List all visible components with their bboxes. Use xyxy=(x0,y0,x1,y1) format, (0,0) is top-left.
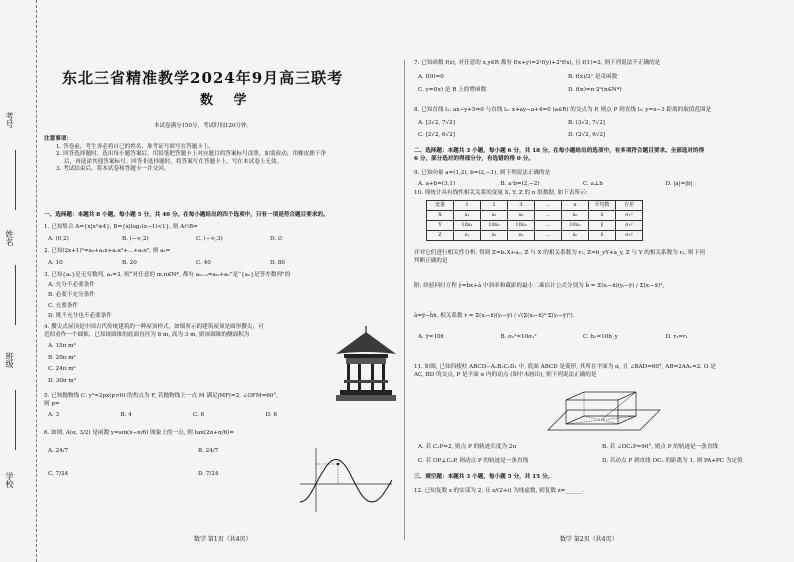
option-c: C. [2√2, 6√2] xyxy=(418,132,455,139)
table-cell: x₁ xyxy=(454,211,481,221)
option-a: A. [3√2, 7√2] xyxy=(418,119,455,126)
section-2-heading xyxy=(414,148,786,163)
option-a: A. a+b=(3,1) xyxy=(418,180,456,187)
table-cell: x₂ xyxy=(481,211,508,221)
table-header-cell: 2 xyxy=(481,201,508,211)
question-7 xyxy=(414,60,786,95)
option-b: B. 若 ∠OC₁P=90°, 则点 P 的轨迹是一条直线 xyxy=(602,444,719,450)
question-stem: 4. 攒尖式屋顶是中国古代传统建筑的一种屋顶样式，如图所示的建筑屋顶是圆形攒尖，可 xyxy=(44,324,264,330)
option-d: D. r₂=r₁ xyxy=(665,334,688,341)
option-a: A. 10 xyxy=(48,259,63,266)
option-d: D. 8 xyxy=(265,412,277,419)
option-c: C. 7/24 xyxy=(48,471,69,478)
option-d: D. 80 xyxy=(270,259,285,266)
section-3-heading: 三、填空题：本题共 3 小题，每小题 5 分，共 15 分。 xyxy=(414,474,554,480)
table-cell: σ₃² xyxy=(616,231,643,241)
binding-strip xyxy=(0,0,37,562)
option-d: D. 若动点 P 到直线 OC₁ 的距离为 1, 则 PA+PC 为定值 xyxy=(602,457,743,464)
table-cell: … xyxy=(535,211,562,221)
option-b: B. 20π m² xyxy=(48,354,76,361)
option-d: D. 30π m² xyxy=(48,377,76,384)
option-d: D. ∅ xyxy=(270,235,283,242)
exam-title: 东北三省精准教学2024年9月高三联考 xyxy=(62,69,344,87)
question-stem: 8. 已知直线 l₁: ax−y+5=0 与直线 l₂: x+ay−a+4=0 (a∈R) 的交点为 P, 则点 P 到直线 l₃: y=x−3 距离的取值范围是 xyxy=(414,107,712,113)
table-cell: z̄ xyxy=(589,231,616,241)
exam-info: 本试卷满分150分，考试时间120分钟。 xyxy=(154,123,252,129)
question-9 xyxy=(414,170,786,188)
option-d: D. f(n)=n·2ⁿ(n∈N*) xyxy=(568,87,622,94)
page-2 xyxy=(414,0,786,562)
question-stem: 7. 已知函数 f(x), 对任意的 x,y∈R 都有 f(x+y)=2ʸf(y)+2ˣf(x), 且 f(1)=2, 则下列说法不正确的是 xyxy=(414,60,661,66)
table-header-cell: 平均数 xyxy=(589,201,616,211)
notices-block xyxy=(44,136,399,174)
section-1-heading: 一、选择题：本题共 8 小题，每小题 5 分，共 40 分。在每小题给出的四个选项中，只有一项是符合题目要求的。 xyxy=(44,212,329,218)
option-d: D. 7/24 xyxy=(198,471,219,478)
table-row xyxy=(427,221,643,231)
page-divider xyxy=(404,60,405,540)
binding-label-school: 学校 xyxy=(5,472,14,488)
table-cell: X xyxy=(427,211,454,221)
question-10-body xyxy=(414,250,786,342)
question-text: 并对它们进行相关性分析, 得到 Z=bₓX+aₓ, Z 与 X 的相关系数为 r₁, Z=b_yY+a_y, Z 与 Y 的相关系数为 r₂, 则下列 xyxy=(414,250,705,256)
sine-graph xyxy=(296,444,396,516)
table-header-cell: 方差 xyxy=(616,201,643,211)
option-c: C. 充要条件 xyxy=(48,302,79,309)
option-d: D. |a|=|b| xyxy=(665,180,693,187)
option-a: A. 充分不必要条件 xyxy=(48,281,95,288)
table-header-row xyxy=(427,201,643,211)
option-b: B. 20 xyxy=(122,259,137,266)
section-2-line: 6 分，部分选对的得部分分，有选错的得 0 分。 xyxy=(414,155,534,162)
option-c: C. (−∞,3) xyxy=(196,235,223,242)
table-cell: x̄ xyxy=(589,211,616,221)
option-c: C. a⊥b xyxy=(583,180,603,187)
notice-item: 3. 考试结束后，将本试卷和答题卡一并交回。 xyxy=(56,166,170,173)
option-b: B. 必要不充分条件 xyxy=(48,292,95,299)
notice-item: 后，再选涂其他答案标号。回答非选择题时，将答案写在答题卡上，写在本试卷上无效。 xyxy=(64,158,283,165)
question-3 xyxy=(44,272,399,321)
option-c: C. 若 OP⊥C₁P, 则动点 P 的轨迹是一条直线 xyxy=(418,457,529,464)
notice-heading: 注意事项： xyxy=(44,136,72,142)
notice-item: 1. 答卷前，考生务必将自己的姓名、准考证号填写在答题卡上。 xyxy=(56,143,215,150)
table-cell: σ₁² xyxy=(616,211,643,221)
option-b: B. f(x)/2ˣ 是奇函数 xyxy=(568,73,618,80)
section-2-line: 二、选择题：本题共 3 小题，每小题 6 分，共 18 分。在每小题给出的选项中，有多项符合题目要求。全部选对的得 xyxy=(414,148,705,154)
question-10-stem: 10. 现统计具有线性相关关系的变量 X, Y, Z 的 n 组数据, 如下表所示: xyxy=(414,190,588,196)
option-b: B. (3√2, 7√2] xyxy=(568,119,605,126)
table-cell: Y xyxy=(427,221,454,231)
option-a: A. f(0)=0 xyxy=(418,73,444,80)
table-cell: Z xyxy=(427,231,454,241)
question-stem: 2. 已知(2x+1)⁵=a₀+a₁x+a₂x²+…+a₅x⁵, 则 a₃= xyxy=(44,248,171,254)
question-stem-cont: AC, BD 的交点, P 是平面 α 内的动点 (图中未画出), 则下列说法正确的是 xyxy=(414,371,597,378)
page-footer: 数学 第2页（共4页） xyxy=(560,536,618,543)
option-c: C. 6 xyxy=(193,412,205,419)
formula-line: â=ȳ−b̂x̄, 相关系数 r = Σ(xᵢ−x̄)(yᵢ−ȳ) / √(Σ(xᵢ−x̄)²·Σ(yᵢ−ȳ)²). xyxy=(414,312,575,319)
question-stem: 1. 已知集合 A={x|x²≤4}, B={x|log₂(x−1)<1}, 则 A∩B= xyxy=(44,224,198,230)
table-cell: xₙ xyxy=(562,211,589,221)
binding-line xyxy=(15,390,16,450)
prism-figure xyxy=(544,384,664,442)
question-11-options xyxy=(414,444,786,465)
page-1 xyxy=(44,0,399,562)
table-cell: 10x₃ xyxy=(508,221,535,231)
table-cell: zₙ xyxy=(562,231,589,241)
question-11 xyxy=(414,364,786,379)
question-8 xyxy=(414,107,786,140)
subject-title: 数 学 xyxy=(200,93,255,108)
table-row xyxy=(427,231,643,241)
binding-label-class: 班级 xyxy=(5,352,14,368)
option-c: C. 40 xyxy=(196,259,211,266)
table-cell: ȳ xyxy=(589,221,616,231)
table-cell: 10x₁ xyxy=(454,221,481,231)
pagoda-illustration xyxy=(334,324,398,404)
question-1 xyxy=(44,224,344,243)
table-cell: z₁ xyxy=(454,231,481,241)
page-footer: 数学 第1页（共4页） xyxy=(194,536,252,543)
table-header-cell: 3 xyxy=(508,201,535,211)
binding-label-name: 姓名 xyxy=(5,230,14,246)
option-b: B. (−∞,2) xyxy=(122,235,149,242)
option-b: B. 24/7 xyxy=(198,447,219,454)
question-stem: 3. 已知{aₙ}是无穷数列, a₁=3, 则“对任意的 m,n∈N*, 都有 aₘ₊ₙ=aₘ+aₙ”是“{aₙ}是等差数列”的 xyxy=(44,272,291,278)
table-cell: 10xₙ xyxy=(562,221,589,231)
formula-line: 附: 经验回归方程 ŷ=b̂x+â 中斜率和截距的最小二乘估计公式分别为 b̂ = Σ(xᵢ−x̄)(yᵢ−ȳ) / Σ(xᵢ−x̄)², xyxy=(414,283,665,290)
option-a: A. (0,2) xyxy=(48,235,69,242)
notice-item: 2. 回答选择题时，选出每小题答案后，用铅笔把答题卡上对应题目的答案标号涂黑。如需改动，用橡皮擦干净 xyxy=(56,151,327,158)
table-header-cell: 1 xyxy=(454,201,481,211)
option-c: C. bₓ=10b_y xyxy=(583,334,618,341)
table-row xyxy=(427,211,643,221)
option-a: A. 3 xyxy=(48,412,60,419)
question-stem-cont: 近似看作一个圆锥，已知该圆锥的底面直径为 8 m, 高为 3 m, 则该圆锥的侧面积为 xyxy=(44,331,250,338)
question-12: 12. 已知复数 z 的实部为 2, 且 z/(2+i) 为纯虚数, 则复数 z=______. xyxy=(414,488,584,494)
table-cell: σ₂² xyxy=(616,221,643,231)
option-b: B. 4 xyxy=(120,412,132,419)
option-d: D. (2√2, 6√2] xyxy=(568,132,606,139)
table-cell: x₃ xyxy=(508,211,535,221)
question-stem-cont: 则 p= xyxy=(44,400,60,407)
option-a: A. 15π m² xyxy=(48,343,76,350)
question-stem: 5. 已知抛物线 C: y²=2px(p>0) 的焦点为 F, 若抛物线上一点 M 满足|MF|=2, ∠OFM=60°, xyxy=(44,393,278,399)
option-a: A. 24/7 xyxy=(48,447,69,454)
question-stem: 6. 如图, A(α, 3/2) 是函数 y=sin(x−π/6) 图象上的一点, 则 tan(2α+π/6)= xyxy=(44,430,235,436)
question-5 xyxy=(44,393,399,420)
option-c: C. y=f(x) 是 R 上的增函数 xyxy=(418,87,487,94)
table-header-cell: 变量 xyxy=(427,201,454,211)
table-cell: … xyxy=(535,221,562,231)
option-d: D. 既不充分也不必要条件 xyxy=(48,313,112,320)
table-cell: z₃ xyxy=(508,231,535,241)
binding-label-exam-no: 考号 xyxy=(5,112,14,128)
question-2 xyxy=(44,248,344,267)
data-table xyxy=(426,200,643,241)
question-text: 判断正确的是 xyxy=(414,257,448,264)
option-b: B. a·b=(2,−2) xyxy=(500,180,540,187)
question-stem: 9. 已知向量 a=(1,2), b=(2,−1), 则下列说法正确的是 xyxy=(414,170,551,176)
option-c: C. 24π m² xyxy=(48,366,76,373)
table-header-cell: … xyxy=(535,201,562,211)
option-b: B. σ₂²=10σ₁² xyxy=(500,334,537,341)
option-a: A. ȳ=10x̄ xyxy=(418,334,444,341)
table-cell: 10x₂ xyxy=(481,221,508,231)
binding-line xyxy=(15,265,16,325)
binding-line xyxy=(15,150,16,210)
table-header-cell: n xyxy=(562,201,589,211)
question-stem: 11. 如图, 已知四棱柱 ABCD−A₁B₁C₁D₁ 中, 底面 ABCD 是菱形, 其所在平面为 α, 且 ∠BAD=60°, AB=2AA₁=2. O 是 xyxy=(414,364,716,370)
option-a: A. 若 C₁P=2, 则点 P 的轨迹长度为 2π xyxy=(418,444,517,450)
table-cell: … xyxy=(535,231,562,241)
table-cell: z₂ xyxy=(481,231,508,241)
